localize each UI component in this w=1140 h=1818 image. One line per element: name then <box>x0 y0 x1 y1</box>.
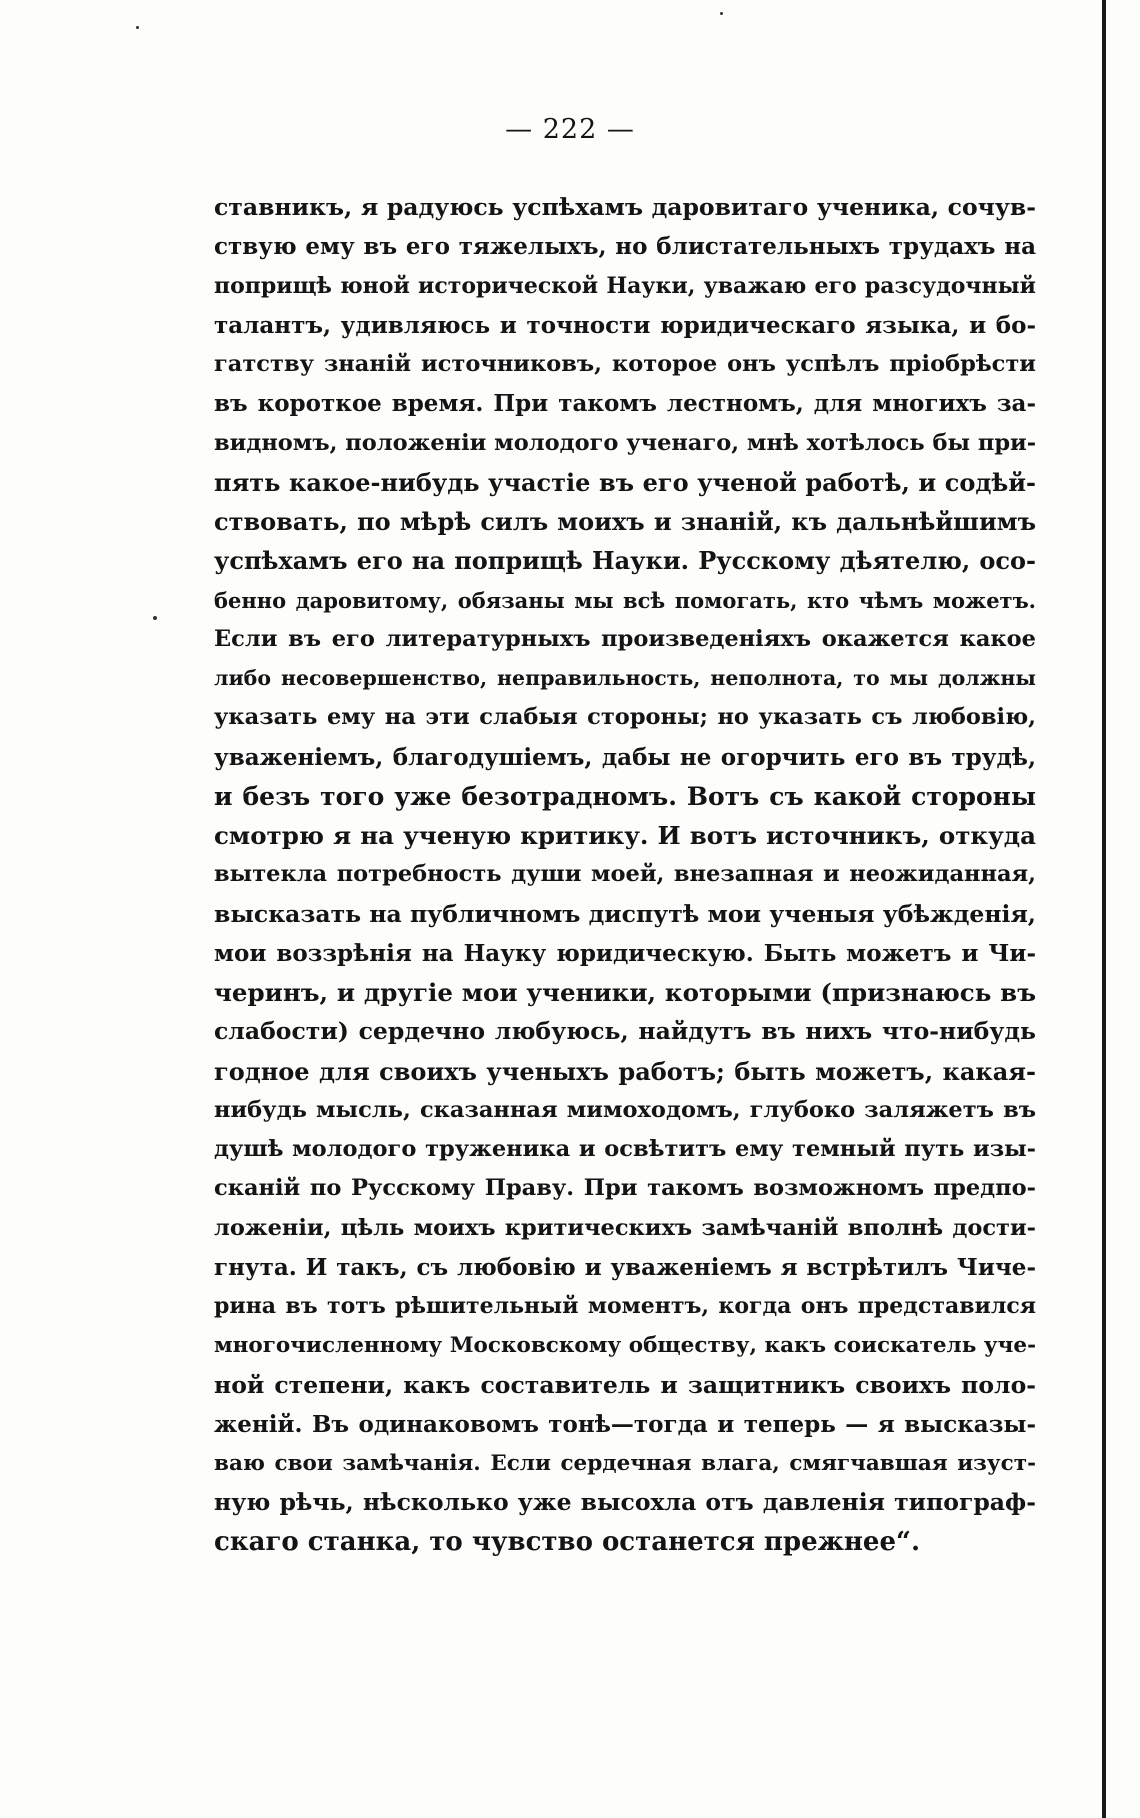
text-line: гатству знаній источниковъ, которое онъ успѣлъ пріобрѣсти <box>214 351 1036 377</box>
text-line: и безъ того уже безотрадномъ. Вотъ съ какой стороны <box>214 781 1036 811</box>
text-line: ствую ему въ его тяжелыхъ, но блистательныхъ трудахъ на <box>214 233 1036 261</box>
text-line: уваженіемъ, благодушіемъ, дабы не огорчить его въ трудѣ, <box>214 743 1036 771</box>
text-line: ставникъ, я радуюсь успѣхамъ даровитаго ученика, сочув- <box>214 193 1036 221</box>
text-line: черинъ, и другіе мои ученики, которыми (признаюсь въ <box>214 978 1036 1007</box>
text-line: душѣ молодого труженика и освѣтитъ ему темный путь изы- <box>214 1136 1036 1162</box>
text-line: успѣхамъ его на поприщѣ Науки. Русскому дѣятелю, осо- <box>214 546 1036 576</box>
text-line: указать ему на эти слабыя стороны; но указать съ любовію, <box>214 704 1036 731</box>
page-number: — 222 — <box>505 114 635 145</box>
text-line: вытекла потребность души моей, внезапная и неожиданная, <box>214 861 1036 888</box>
text-line: поприщѣ юной исторической Науки, уважаю его разсудочный <box>214 272 1036 299</box>
text-line: смотрю я на ученую критику. И вотъ источникъ, откуда <box>214 821 1036 850</box>
text-line: ной степени, какъ составитель и защитникъ своихъ поло- <box>214 1370 1036 1399</box>
text-line: ложеніи, цѣль моихъ критическихъ замѣчаній вполнѣ дости- <box>214 1214 1036 1241</box>
text-line: сканій по Русскому Праву. При такомъ возможномъ предпо- <box>214 1175 1036 1202</box>
text-line: Если въ его литературныхъ произведеніяхъ окажется какое <box>214 625 1036 652</box>
text-line: скаго станка, то чувство останется прежнее“. <box>214 1526 920 1557</box>
text-line: нибудь мысль, сказанная мимоходомъ, глубоко заляжетъ въ <box>214 1096 1036 1123</box>
scan-speck <box>136 26 139 29</box>
text-line: рина въ тотъ рѣшительный моментъ, когда онъ представился <box>214 1293 1036 1319</box>
scan-speck <box>720 12 723 15</box>
text-line: бенно даровитому, обязаны мы всѣ помогать, кто чѣмъ можетъ. <box>214 587 1036 613</box>
body-text <box>214 188 1036 1562</box>
text-line: годное для своихъ ученыхъ работъ; быть можетъ, какая- <box>214 1056 1036 1086</box>
text-line: слабости) сердечно любуюсь, найдутъ въ нихъ что-нибудь <box>214 1017 1036 1046</box>
text-line: высказать на публичномъ диспутѣ мои ученыя убѣжденія, <box>214 899 1036 928</box>
text-line: ваю свои замѣчанія. Если сердечная влага, смягчавшая изуст- <box>214 1451 1036 1476</box>
text-line: ствовать, по мѣрѣ силъ моихъ и знаній, къ дальнѣйшимъ <box>214 507 1036 536</box>
text-line: пять какое-нибудь участіе въ его ученой работѣ, и содѣй- <box>214 467 1036 497</box>
text-line: ную рѣчь, нѣсколько уже высохла отъ давленія типограф- <box>214 1488 1036 1517</box>
text-line: женій. Въ одинаковомъ тонѣ—тогда и теперь — я высказы- <box>214 1410 1036 1438</box>
text-line: гнута. И такъ, съ любовію и уваженіемъ я встрѣтилъ Чиче- <box>214 1253 1036 1281</box>
page-edge-shadow <box>1102 0 1106 1818</box>
text-line: талантъ, удивляюсь и точности юридическаго языка, и бо- <box>214 311 1036 339</box>
text-line: въ короткое время. При такомъ лестномъ, для многихъ за- <box>214 390 1036 418</box>
text-line: либо несовершенство, неправильность, неполнота, то мы должны <box>214 666 1036 690</box>
text-line: мои воззрѣнія на Науку юридическую. Быть можетъ и Чи- <box>214 939 1036 967</box>
text-line: видномъ, положеніи молодого ученаго, мнѣ хотѣлось бы при- <box>214 429 1036 456</box>
text-line: многочисленному Московскому обществу, какъ соискатель уче- <box>214 1333 1036 1359</box>
scan-speck <box>153 616 157 620</box>
